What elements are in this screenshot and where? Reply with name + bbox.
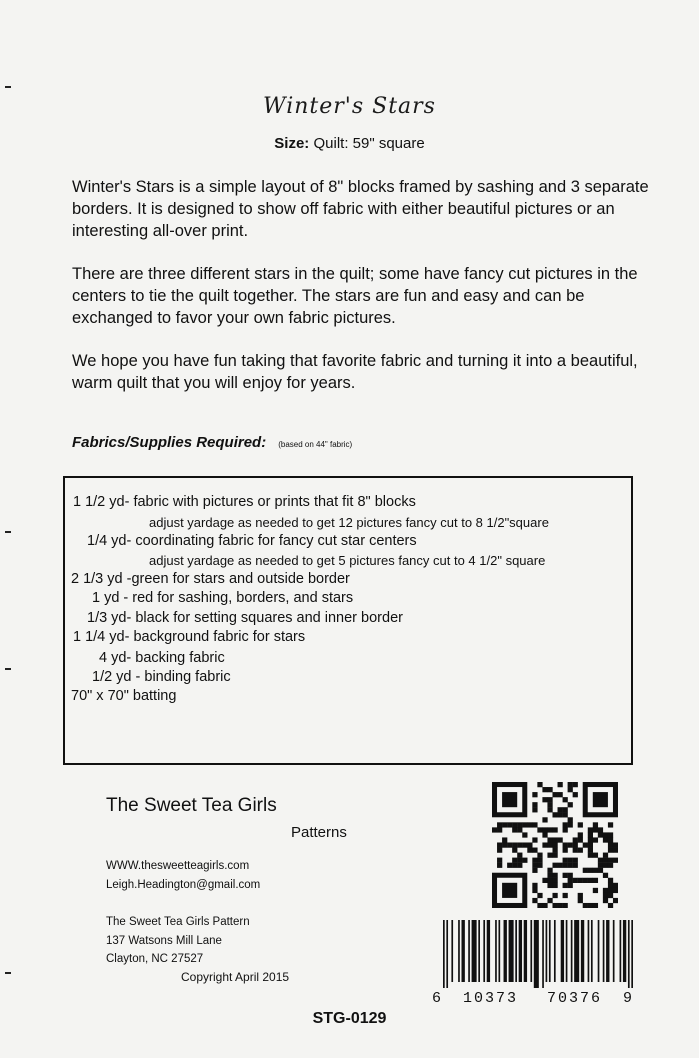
size-line: [0, 135, 699, 152]
edge-mark: [5, 668, 11, 670]
supply-item: 1 1/2 yd- fabric with pictures or prints that fit 8" blocks: [73, 494, 416, 510]
supply-note: adjust yardage as needed to get 12 pictures fancy cut to 8 1/2"square: [149, 515, 549, 530]
barcode-digit: 9: [623, 990, 635, 1007]
description-paragraph: We hope you have fun taking that favorite fabric and turning it into a beautiful, warm quilt that you will enjoy for years.: [72, 352, 638, 392]
address-line: Clayton, NC 27527: [106, 953, 204, 965]
edge-mark: [5, 972, 11, 974]
edge-mark: [5, 531, 11, 533]
qr-code-icon: [492, 782, 618, 908]
fabrics-note: (based on 44" fabric): [278, 440, 353, 449]
supply-item: 1/4 yd- coordinating fabric for fancy cut star centers: [87, 533, 417, 549]
supply-item: 70" x 70" batting: [71, 688, 177, 704]
supply-note: adjust yardage as needed to get 5 pictures fancy cut to 4 1/2" square: [149, 553, 546, 568]
barcode-digit: 6: [432, 990, 444, 1007]
brand-subtitle: Patterns: [291, 824, 347, 841]
description-paragraph: There are three different stars in the quilt; some have fancy cut pictures in the centers to tie the quilt together. The stars are fun and easy and can be exchanged to favor your own fabric pictures.: [72, 265, 638, 327]
product-code: STG-0129: [312, 1010, 387, 1027]
copyright: Copyright April 2015: [181, 970, 290, 984]
supply-item: 1/2 yd - binding fabric: [92, 669, 231, 685]
fabrics-heading-text: Fabrics/Supplies Required:: [72, 434, 267, 451]
barcode-icon: [443, 920, 633, 988]
barcode-digit: 70376: [547, 990, 603, 1007]
email: Leigh.Headington@gmail.com: [106, 879, 261, 891]
size-label: Size:: [274, 135, 310, 152]
brand-name: The Sweet Tea Girls: [106, 795, 277, 816]
fabrics-heading: [72, 434, 352, 451]
edge-mark: [5, 86, 11, 88]
supply-item: 1 yd - red for sashing, borders, and stars: [92, 590, 354, 606]
description-paragraph: Winter's Stars is a simple layout of 8" blocks framed by sashing and 3 separate borders. It is designed to show off fabric with either beautiful pictures or an interesting all-over print.: [72, 178, 649, 240]
pattern-title: Winter's Stars: [263, 94, 436, 119]
supply-item: 4 yd- backing fabric: [99, 650, 225, 666]
supply-item: 2 1/3 yd -green for stars and outside border: [71, 571, 350, 587]
size-value: Quilt: 59" square: [313, 135, 425, 152]
address-line: 137 Watsons Mill Lane: [106, 935, 222, 947]
supply-item: 1 1/4 yd- background fabric for stars: [73, 629, 306, 645]
website: WWW.thesweetteagirls.com: [106, 860, 250, 872]
address-line: The Sweet Tea Girls Pattern: [106, 916, 250, 928]
supply-item: 1/3 yd- black for setting squares and inner border: [87, 610, 403, 626]
barcode-digit: 10373: [463, 990, 519, 1007]
supplies-box: [63, 476, 633, 765]
